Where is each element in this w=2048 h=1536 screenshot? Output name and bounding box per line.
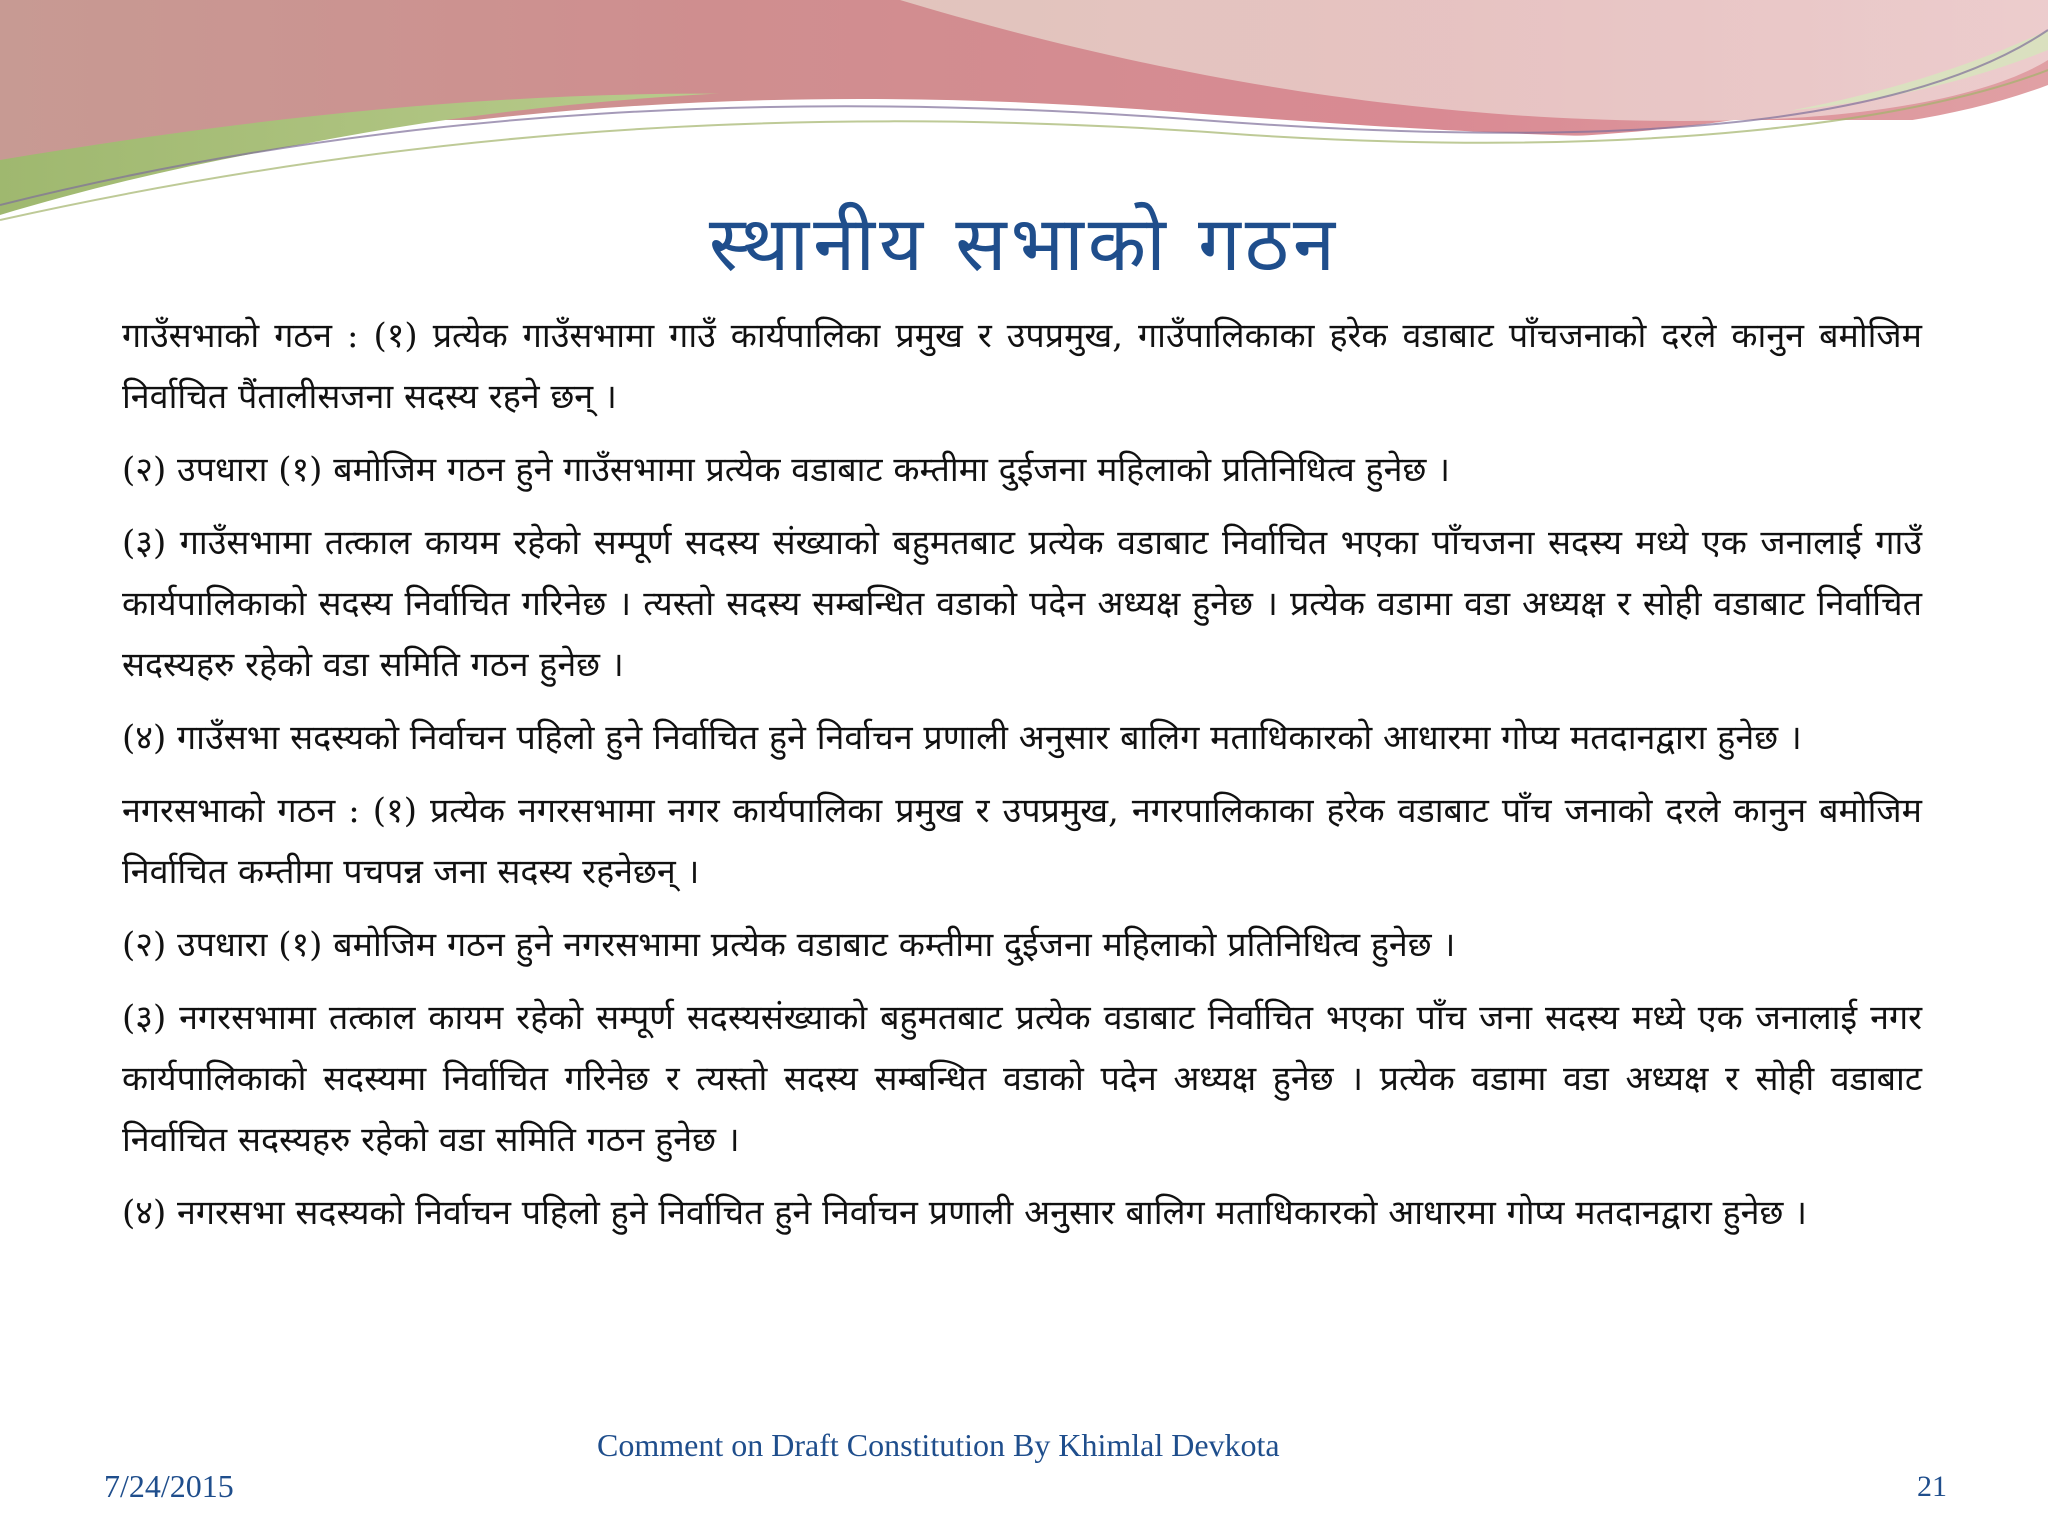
paragraph: नगरसभाको गठन : (१) प्रत्येक नगरसभामा नगर कार्यपालिका प्रमुख र उपप्रमुख, नगरपालिकाका हरेक वडाबाट पाँच जनाको दरले कानुन बमोजिम निर्वाचित कम्तीमा पचपन्न जना सदस्य रहनेछन् ।	[122, 791, 1922, 892]
paragraph: (२) उपधारा (१) बमोजिम गठन हुने गाउँसभामा प्रत्येक वडाबाट कम्तीमा दुईजना महिलाको प्रतिनिधित्व हुनेछ ।	[122, 450, 1450, 490]
paragraph: (४) गाउँसभा सदस्यको निर्वाचन पहिलो हुने निर्वाचित हुने निर्वाचन प्रणाली अनुसार बालिग मताधिकारको आधारमा गोप्य मतदानद्वारा हुनेछ ।	[122, 718, 1802, 758]
page-number: 21	[1917, 1470, 1947, 1503]
paragraph: (३) नगरसभामा तत्काल कायम रहेको सम्पूर्ण सदस्यसंख्याको बहुमतबाट प्रत्येक वडाबाट निर्वाचित भएका पाँच जना सदस्य मध्ये एक जनालाई नगर कार्यपालिकाको सदस्यमा निर्वाचित गरिनेछ र त्यस्तो सदस्य सम्बन्धित वडाको पदेन अध्यक्ष हुनेछ । प्रत्येक वडामा वडा अध्यक्ष र सोही वडाबाट निर्वाचित सदस्यहरु रहेको वडा समिति गठन हुनेछ ।	[122, 998, 1922, 1160]
slide-title: स्थानीय सभाको गठन	[708, 199, 1340, 288]
footer-caption: Comment on Draft Constitution By Khimlal Devkota	[597, 1427, 1280, 1463]
paragraph: (४) नगरसभा सदस्यको निर्वाचन पहिलो हुने निर्वाचित हुने निर्वाचन प्रणाली अनुसार बालिग मताधिकारको आधारमा गोप्य मतदानद्वारा हुनेछ ।	[122, 1193, 1808, 1233]
paragraph: गाउँसभाको गठन : (१) प्रत्येक गाउँसभामा गाउँ कार्यपालिका प्रमुख र उपप्रमुख, गाउँपालिकाका हरेक वडाबाट पाँचजनाको दरले कानुन बमोजिम निर्वाचित पैंतालीसजना सदस्य रहने छन् ।	[122, 316, 1922, 417]
slide-body	[122, 306, 1922, 1256]
footer-date: 7/24/2015	[104, 1468, 234, 1504]
paragraph: (२) उपधारा (१) बमोजिम गठन हुने नगरसभामा प्रत्येक वडाबाट कम्तीमा दुईजना महिलाको प्रतिनिधित्व हुनेछ ।	[122, 925, 1456, 965]
paragraph: (३) गाउँसभामा तत्काल कायम रहेको सम्पूर्ण सदस्य संख्याको बहुमतबाट प्रत्येक वडाबाट निर्वाचित भएका पाँचजना सदस्य मध्ये एक जनालाई गाउँ कार्यपालिकाको सदस्य निर्वाचित गरिनेछ । त्यस्तो सदस्य सम्बन्धित वडाको पदेन अध्यक्ष हुनेछ । प्रत्येक वडामा वडा अध्यक्ष र सोही वडाबाट निर्वाचित सदस्यहरु रहेको वडा समिति गठन हुनेछ ।	[122, 523, 1922, 685]
